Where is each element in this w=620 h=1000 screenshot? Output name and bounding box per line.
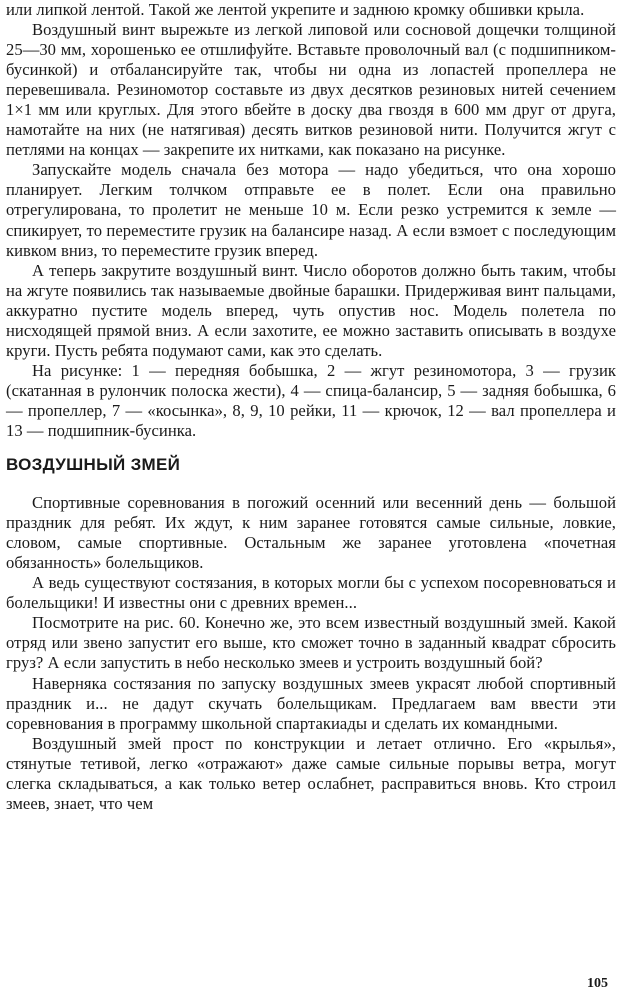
page-number: 105: [587, 976, 608, 991]
paragraph: А ведь существуют состязания, в которых могли бы с успехом посоревноваться и болельщики! И известны они с древних времен...: [6, 573, 616, 613]
text-column: [6, 0, 616, 814]
paragraph: Посмотрите на рис. 60. Конечно же, это всем известный воздушный змей. Какой отряд или звено запустит его выше, кто сможет точно в заданный квадрат сбросить груз? А если запустить в небо несколько змеев и устроить воздушный бой?: [6, 613, 616, 673]
paragraph: Спортивные соревнования в погожий осенний или весенний день — большой праздник для ребят. Их ждут, к ним заранее готовятся самые сильные, ловкие, словом, самые спортивные. Остальным же заранее уготовлена «почетная обязанность» болельщиков.: [6, 493, 616, 573]
paragraph: Запускайте модель сначала без мотора — надо убедиться, что она хорошо планирует. Легким толчком отправьте ее в полет. Если она правильно отрегулирована, то пролетит не меньше 10 м. Если резко устремится к земле — спикирует, то переместите грузик на балансире назад. А если взмоет с последующим кивком вниз, то переместите грузик вперед.: [6, 160, 616, 260]
paragraph: Воздушный змей прост по конструкции и летает отлично. Его «крылья», стянутые тетивой, легко «отражают» даже самые сильные порывы ветра, могут слегка складываться, а как только ветер ослабнет, расправиться вновь. Кто строил змеев, знает, что чем: [6, 733, 616, 813]
paragraph: А теперь закрутите воздушный винт. Число оборотов должно быть таким, чтобы на жгуте появились так называемые двойные барашки. Придерживая винт пальцами, аккуратно пустите модель вперед, чуть опустив нос. Модель полетела по нисходящей прямой вниз. А если захотите, ее можно заставить описывать в воздухе круги. Пусть ребята подумают сами, как это сделать.: [6, 260, 616, 360]
paragraph: На рисунке: 1 — передняя бобышка, 2 — жгут резиномотора, 3 — грузик (скатанная в рулончик полоска жести), 4 — спица-балансир, 5 — задняя бобышка, 6 — пропеллер, 7 — «косынка», 8, 9, 10 рейки, 11 — крючок, 12 — вал пропеллера и 13 — подшипник-бусинка.: [6, 360, 616, 440]
section-heading: ВОЗДУШНЫЙ ЗМЕЙ: [6, 455, 181, 475]
paragraph: Наверняка состязания по запуску воздушных змеев украсят любой спортивный праздник и... не дадут скучать болельщикам. Предлагаем вам ввести эти соревнования в программу школьной спартакиады и сделать их командными.: [6, 673, 616, 733]
paragraph: или липкой лентой. Такой же лентой укрепите и заднюю кромку обшивки крыла.: [6, 0, 585, 19]
paragraph: Воздушный винт вырежьте из легкой липовой или сосновой дощечки толщиной 25—30 мм, хорошенько ее отшлифуйте. Вставьте проволочный вал (с подшипником-бусинкой) и отбалансируйте так, чтобы ни одна из лопастей пропеллера не перевешивала. Резиномотор составьте из двух десятков резиновых нитей сечением 1×1 мм или круглых. Для этого вбейте в доску два гвоздя в 600 мм друг от друга, намотайте на них (не натягивая) десять витков резиновой нити. Получится жгут с петлями на концах — закрепите их нитками, как показано на рисунке.: [6, 20, 616, 160]
